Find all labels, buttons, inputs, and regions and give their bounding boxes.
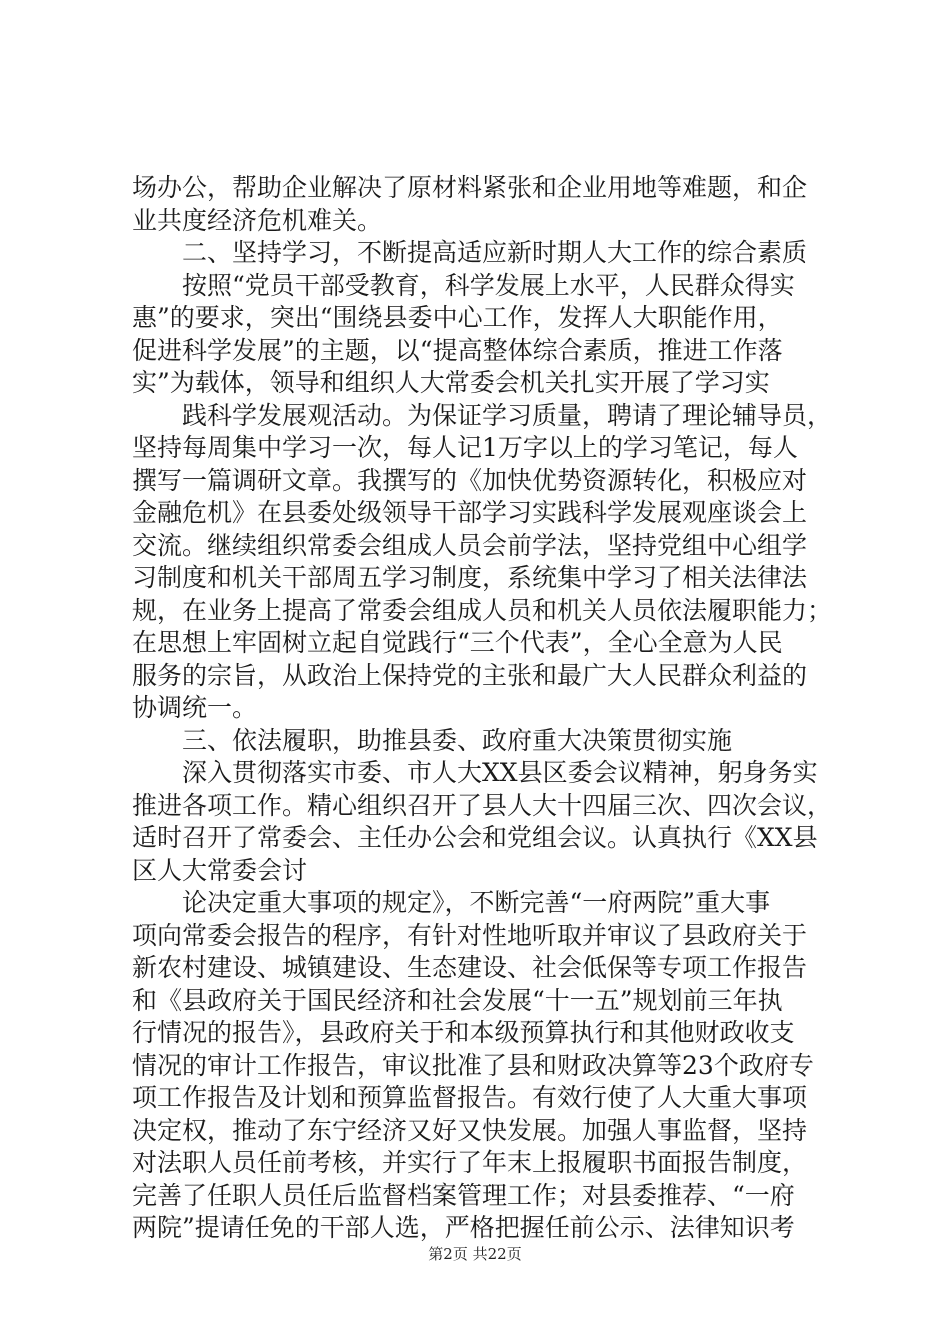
document-body (132, 172, 832, 1245)
text-line: 撰写一篇调研文章。我撰写的《加快优势资源转化，积极应对 (132, 465, 808, 495)
text-line: 规，在业务上提高了常委会组成人员和机关人员依法履职能力； (132, 595, 832, 625)
text-line: 两院”提请任免的干部人选，严格把握任前公示、法律知识考 (132, 1213, 795, 1242)
text-line: 业共度经济危机难关。 (132, 205, 383, 235)
text-line: 金融危机》在县委处级领导干部学习实践科学发展观座谈会上 (132, 498, 808, 527)
text-line: 在思想上牢固树立起自觉践行“三个代表”，全心全意为人民 (132, 628, 783, 657)
text-line: 按照“党员干部受教育，科学发展上水平，人民群众得实 (182, 270, 795, 300)
text-line: 促进科学发展”的主题，以“提高整体综合素质，推进工作落 (132, 335, 783, 365)
text-line: 习制度和机关干部周五学习制度，系统集中学习了相关法律法 (132, 563, 808, 592)
text-line: 对法职人员任前考核，并实行了年末上报履职书面报告制度， (132, 1148, 808, 1177)
text-line: 论决定重大事项的规定》，不断完善“一府两院”重大事 (182, 888, 771, 917)
text-line: 深入贯彻落实市委、市人大XX县区委会议精神，躬身务实 (182, 758, 818, 787)
text-line: 践科学发展观活动。为保证学习质量，聘请了理论辅导员， (182, 400, 832, 430)
text-line: 交流。继续组织常委会组成人员会前学法，坚持党组中心组学 (132, 530, 808, 560)
text-line: 区人大常委会讨 (132, 855, 308, 885)
text-line: 场办公，帮助企业解决了原材料紧张和企业用地等难题，和企 (132, 173, 808, 202)
text-line: 服务的宗旨，从政治上保持党的主张和最广大人民群众利益的 (132, 660, 808, 690)
text-line: 情况的审计工作报告，审议批准了县和财政决算等23个政府专 (132, 1050, 814, 1080)
text-line: 实”为载体，领导和组织人大常委会机关扎实开展了学习实 (132, 368, 770, 397)
text-line: 完善了任职人员任后监督档案管理工作；对县委推荐、“一府 (132, 1180, 795, 1210)
text-line: 和《县政府关于国民经济和社会发展“十一五”规划前三年执 (132, 985, 783, 1015)
text-line: 项工作报告及计划和预算监督报告。有效行使了人大重大事项 (132, 1083, 808, 1112)
text-line: 协调统一。 (132, 693, 258, 722)
text-line: 推进各项工作。精心组织召开了县人大十四届三次、四次会议， (132, 790, 832, 820)
text-line: 项向常委会报告的程序，有针对性地听取并审议了县政府关于 (132, 920, 808, 950)
text-line: 决定权，推动了东宁经济又好又快发展。加强人事监督，坚持 (132, 1115, 808, 1145)
text-line: 三、依法履职，助推县委、政府重大决策贯彻实施 (182, 725, 733, 755)
text-line: 行情况的报告》，县政府关于和本级预算执行和其他财政收支 (132, 1018, 795, 1047)
text-line: 惠”的要求，突出“围绕县委中心工作，发挥人大职能作用， (132, 303, 783, 332)
text-line: 新农村建设、城镇建设、生态建设、社会低保等专项工作报告 (132, 953, 808, 982)
text-line: 二、坚持学习，不断提高适应新时期人大工作的综合素质 (182, 238, 808, 267)
page-footer: 第2页 共22页 (428, 1245, 522, 1263)
text-line: 适时召开了常委会、主任办公会和党组会议。认真执行《XX县 (132, 823, 818, 852)
text-line: 坚持每周集中学习一次，每人记1万字以上的学习笔记，每人 (132, 433, 798, 462)
